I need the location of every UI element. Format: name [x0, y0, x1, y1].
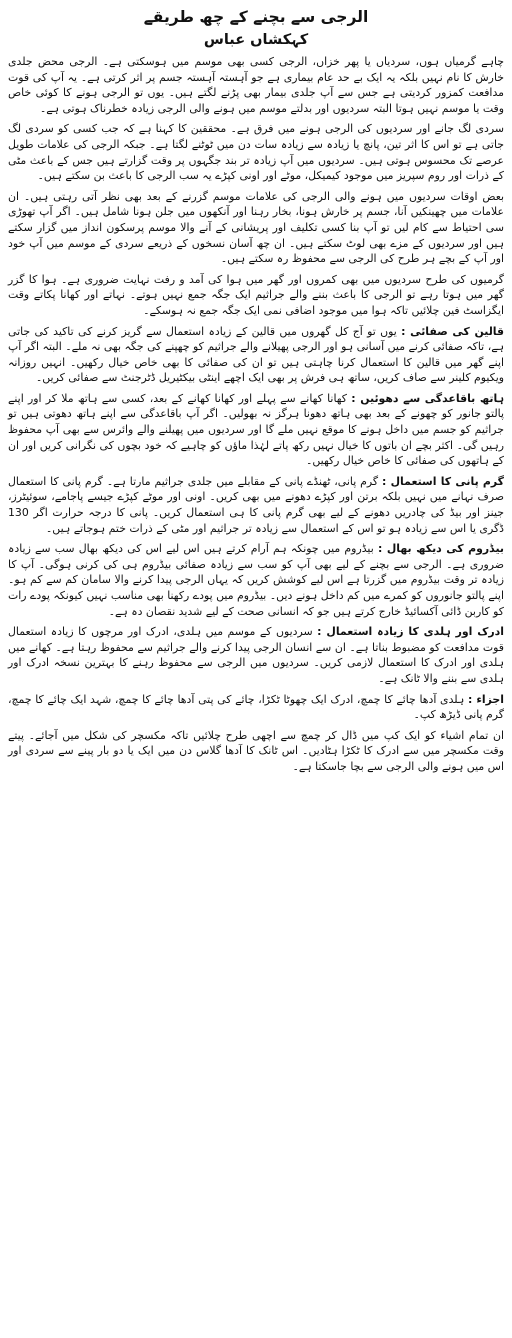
paragraph-lead: بیڈروم کی دیکھ بھال :: [377, 542, 504, 556]
article-title: الرجی سے بچنے کے چھ طریقے: [143, 8, 369, 26]
article-author: کہکشاں عباس: [203, 32, 309, 48]
paragraph-ingredients: [8, 692, 504, 723]
paragraph-lead: گرم پانی کا استعمال :: [382, 474, 504, 488]
paragraph-ginger-turmeric: [8, 624, 504, 686]
paragraph-hand-washing: [8, 391, 504, 469]
paragraph-text: گرمیوں کی طرح سردیوں میں بھی کمروں اور گھر میں ہوا کی آمد و رفت نہایت ضروری ہے۔ ہوا کا گزر گھر میں ہوتا رہے تو الرجی کا باعث بننے والے جراثیم ایک جگہ جمع نہیں ہوتے۔ نہاتے اور کھانا پکاتے وقت ایگزاسٹ فین چلائیں تاکہ ہوا میں موجود اضافی نمی ایک جگہ جمع نہ ہوسکے۔: [8, 272, 504, 317]
paragraph-lead: قالین کی صفائی :: [401, 324, 504, 338]
paragraph-symptoms: [8, 189, 504, 267]
paragraph-cold-vs-allergy: [8, 121, 504, 183]
paragraph-text: ان تمام اشیاء کو ایک کپ میں ڈال کر چمچ سے اچھی طرح چلائیں تاکہ مکسچر کی شکل میں آجائے۔ پیتے وقت مکسچر میں سے ادرک کا ٹکڑا ہٹادیں۔ اس ٹانک کا آدھا گلاس دن میں ایک یا دو بار پینے سے سردی اور اس میں ہونے والی الرجی سے بچا جاسکتا ہے۔: [8, 728, 504, 773]
paragraph-lead: اجزاء :: [467, 692, 504, 706]
paragraph-ventilation: [8, 272, 504, 319]
paragraph-text: ہلدی آدھا چائے کا چمچ، ادرک ایک چھوٹا ٹکڑا، چائے کی پتی آدھا چائے کا چمچ، شہد ایک چائے کا چمچ، گرم پانی ڈیڑھ کپ۔: [8, 692, 504, 722]
paragraph-text: چاہے گرمیاں ہوں، سردیاں یا پھر خزاں، الرجی کسی بھی موسم میں ہوسکتی ہے۔ الرجی محض جلدی خارش کا نام نہیں بلکہ یہ ایک بے حد عام بیماری ہے جو آہستہ آہستہ جسم پر اثر کرتی ہے۔ یہ آپ کی قوت مدافعت کمزور کردیتی ہے جس سے آپ جلدی بیمار بھی پڑنے لگتے ہیں۔ یوں تو الرجی ہونے کا کوئی خاص وقت یا موسم نہیں ہوتا البتہ سردیوں اور بدلتے موسم میں ہونے والی الرجی زیادہ خطرناک ہوتی ہے۔: [8, 55, 504, 115]
paragraph-text: سردی لگ جانے اور سردیوں کی الرجی ہونے میں فرق ہے۔ محققین کا کہنا ہے کہ جب کسی کو سردی لگ جاتی ہے تو اس کا اثر تین، پانچ یا زیادہ سے زیادہ سات دن میں ٹوٹنے لگتا ہے۔ جبکہ الرجی کی علامات طویل عرصے تک محسوس ہوتی ہیں۔ سردیوں میں آپ زیادہ تر بند جگہوں پر وقت گزارتے ہیں جس کے باعث مٹی کے ذرات اور روم سپریز میں موجود کیمیکل، موٹے اور اونی کپڑے یہ سب الرجی کا باعث بن سکتے ہیں۔: [8, 122, 504, 183]
paragraph-lead: ادرک اور ہلدی کا زیادہ استعمال :: [317, 625, 504, 639]
paragraph-text: سردیوں کے موسم میں ہلدی، ادرک اور مرچوں کا زیادہ استعمال قوت مدافعت کو مضبوط بناتا ہے۔ ان سے انسان الرجی پیدا کرنے والے جراثیم سے محفوظ رہتا ہے۔ کھانے میں ہلدی اور ادرک کا استعمال لازمی کریں۔ سردیوں میں الرجی سے محفوظ رہنے کا بہترین نسخہ ادرک اور ہلدی سے بننے والا ٹانک ہے۔: [8, 625, 504, 685]
paragraph-text: بعض اوقات سردیوں میں ہونے والی الرجی کی علامات موسم گزرنے کے بعد بھی نظر آتی رہتی ہیں۔ ان علامات میں چھینکیں آنا، جسم پر خارش ہونا، بخار رہنا اور آنکھوں میں جلن ہونا شامل ہیں۔ اگر آپ تھوڑی سی احتیاط سے کام لیں تو آپ بنا کسی تکلیف اور پریشانی کے آنے والا موسم پرسکون انداز میں گزار سکتے ہیں اور سردیوں کے مزے بھی لوٹ سکتے ہیں۔ ان چھ آسان نسخوں کے ذریعے سردی کے موسم میں آپ خود اور آپ کے بچے ہر طرح کی الرجی سے محفوظ رہ سکتے ہیں۔: [8, 189, 504, 266]
paragraph-text: بیڈروم میں چونکہ ہم آرام کرتے ہیں اس لیے اس کی دیکھ بھال سب سے زیادہ ضروری ہے۔ الرجی سے بچنے کے لیے بھی آپ کو سب سے زیادہ صفائی بیڈروم ہی کی کرنی ہوگی۔ آپ کا زیادہ تر وقت بیڈروم میں گزرتا ہے اس لیے کوشش کریں کہ یہاں الرجی پیدا کرنے والا سامان کم سے کم ہو۔ اپنے پالتو جانوروں کو کمرے میں کم داخل ہونے دیں۔ بیڈروم میں پودے رکھنا بھی مناسب نہیں کیونکہ پودے رات کو کاربن ڈائی آکسائیڈ خارج کرتے ہیں جو کہ انسانی صحت کے لیے شدید نقصان دہ ہے۔: [8, 542, 504, 618]
paragraph-text: کھانا کھانے سے پہلے اور کھانا کھانے کے بعد، کسی سے ہاتھ ملا کر اور اپنے پالتو جانور کو چھونے کے بعد بھی ہاتھ دھونا ہرگز نہ بھولیں۔ اگر آپ باقاعدگی سے اپنے ہاتھ دھوتی ہیں تو جراثیم کو جسم میں داخل ہونے کا موقع نہیں ملے گا اور سردیوں میں پھیلنے والے وائرس سے بھی آپ محفوظ رہیں گی۔ اکثر بچے ان باتوں کا خیال نہیں رکھ پاتے لہٰذا ماؤں کو چاہیے کہ خود بچوں کی نگرانی کریں اور ان کے ہاتھوں کی صفائی کا خاص خیال رکھیں۔: [8, 391, 504, 468]
paragraph-text: گرم پانی، ٹھنڈے پانی کے مقابلے میں جلدی جراثیم مارتا ہے۔ گرم پانی کا استعمال صرف نہانے میں نہیں بلکہ برتن اور کپڑے دھونے میں بھی کریں۔ اونی اور موٹے کپڑے جیسے پاجامے، سوئیٹرز، جینز اور بیڈ کی چادریں دھونے کے لیے بھی گرم پانی کا ہی استعمال کریں۔ پانی کا درجہ حرارت اگر 130 ڈگری یا اس سے زیادہ ہو تو اس کے استعمال سے زیادہ تر جراثیم اور مٹی کے ذرات ختم ہوجاتے ہیں۔: [8, 474, 504, 535]
paragraph-intro: [8, 54, 504, 116]
paragraph-lead: ہاتھ باقاعدگی سے دھوئیں :: [351, 391, 504, 405]
paragraph-hot-water: [8, 474, 504, 536]
paragraph-bedroom-care: [8, 541, 504, 619]
paragraph-method: [8, 728, 504, 775]
paragraph-carpet-cleaning: [8, 324, 504, 386]
paragraph-text: یوں تو آج کل گھروں میں قالین کے زیادہ استعمال سے گریز کرنے کی تاکید کی جاتی ہے، تاکہ صفائی کرنے میں آسانی ہو اور الرجی پھیلانے والے جراثیم کو چھپنے کی جگہ بھی نہ ملے۔ البتہ اگر آپ اپنے گھر میں قالین کا استعمال کرنا چاہتی ہیں تو ان کی صفائی کا بھی خاص خیال رکھیں۔ انہیں روزانہ ویکیوم کلینر سے صاف کریں، ساتھ ہی فرش پر بھی ایک اچھے اینٹی بیکٹیریل ڈٹرجنٹ سے صفائی کریں۔: [8, 324, 504, 385]
